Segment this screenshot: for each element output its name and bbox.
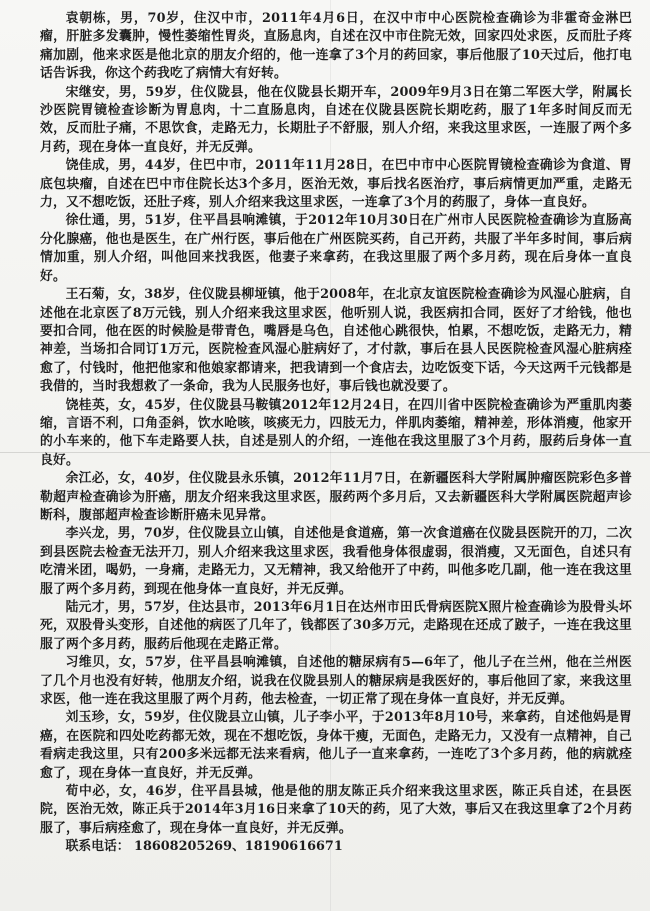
testimonial-paragraph: 饶佳成，男，44岁，住巴中市，2011年11月28日，在巴中市中心医院胃镜检查确诊为食道、胃底包块瘤，自述在巴中市住院长达3个多月，医治无效，事后找名医治疗，事后病情更加严重，走路无力，又不想吃饭，还肚子疼，别人介绍来我这里求医，一连拿了3个月的药服了，身体一直良好。 xyxy=(40,158,632,211)
testimonial-paragraph: 陆元才，男，57岁，住达县市，2013年6月1日在达州市田氏骨病医院X照片检查确诊为股骨头坏死，双股骨头变形，自述他的病医了几年了，钱都医了30多万元，走路现在还成了跛子，一连在我这里服了两个多月药，服药后他现在走路正常。 xyxy=(40,600,632,652)
testimonial-paragraph: 袁朝栋，男，70岁，住汉中市，2011年4月6日，在汉中市中心医院检查确诊为非霍奇金淋巴瘤，肝脏多发囊肿，慢性萎缩性胃炎，直肠息肉，自述在汉中市住院无效，回家四处求医，反而肚子疼痛加剧，他来求医是他北京的朋友介绍的，他一连拿了3个月的药回家，事后他服了10天过后，他打电话告诉我，你这个药我吃了病情大有好转。 xyxy=(40,11,632,82)
paper-fold-line xyxy=(0,452,650,453)
testimonial-paragraph: 宋继安，男，59岁，住仪陇县，他在仪陇县长期开车，2009年9月3日在第二军医大学，附属长沙医院胃镜检查诊断为胃息肉，十二直肠息肉，自述在仪陇县医院长期吃药，服了1年多时间反而无效，反而肚子痛，不思饮食，走路无力，长期肚子不舒服，别人介绍，来我这里求医，一连服了两个多月药，现在身体一直良好，并无反弹。 xyxy=(40,84,632,155)
paper-fold-line-vertical xyxy=(330,0,331,911)
contact-line xyxy=(40,838,632,856)
testimonial-paragraph: 荀中必，女，46岁，住平昌县城，他是他的朋友陈正兵介绍来我这里求医，陈正兵自述，在县医院，医治无效，陈正兵于2014年3月16日来拿了10天的药，见了大效，事后又在我这里拿了2个月药服了，事后病痊愈了，现在身体一直良好，并无反弹。 xyxy=(40,784,632,836)
testimonial-paragraph: 李兴龙，男，70岁，住仪陇县立山镇，自述他是食道癌，第一次食道癌在仪陇县医院开的刀，二次到县医院去检查无法开刀，别人介绍来我这里求医，我看他身体很虚弱，很消瘦，又无面色，自述只有吃清米团，喝奶，一身痛，走路无力，又无精神，我又给他开了中药，叫他多吃几副，他一连在我这里服了两个多月药，到现在他身体一直良好，并无反弹。 xyxy=(40,526,632,597)
testimonial-paragraph: 王石菊，女，38岁，住仪陇县柳垭镇，他于2008年，在北京友谊医院检查确诊为风湿心脏病，自述他在北京医了8万元钱，别人介绍来我这里求医，他听别人说，我医病扣合同，医好了才给钱，他也要扣合同，他在医的时候脸是带青色，嘴唇是乌色，自述他心跳很快，怕累，不想吃饭，走路无力，精神差，当场扣合同订1万元，医院检查风湿心脏病好了，才付款，事后在县人民医院检查风湿心脏病痊愈了，付钱时，他把他家和他娘家都请来，把我请到一个食店去，边吃饭变下话，今天这两千元钱都是我借的，当时我想救了一条命，我为人民服务也好，事后钱也就没要了。 xyxy=(40,287,632,395)
testimonial-paragraph: 刘玉珍，女，59岁，住仪陇县立山镇，儿子李小平，于2013年8月10号，来拿药，自述他妈是胃癌，在医院和四处吃药都无效，现在不想吃饭，身体干瘦，无面色，走路无力，又没有一点精神，自己看病走我这里，只有200多米远都无法来看病，他儿子一直来拿药，一连吃了3个多月药，他的病就痊愈了，现在身体一直良好，并无反弹。 xyxy=(40,710,632,781)
testimonial-paragraph: 习维贝，女，57岁，住平昌县响滩镇，自述他的糖尿病有5—6年了，他儿子在兰州，他在兰州医了几个月也没有好转，他朋友介绍，说我在仪陇县别人的糖尿病是我医好的，事后他回了家，来我这里求医，他一连在我这里服了两个月药，他去检查，一切正常了现在身体一直良好，并无反弹。 xyxy=(40,655,632,708)
testimonial-paragraph: 余江必，女，40岁，住仪陇县永乐镇，2012年11月7日，在新疆医科大学附属肿瘤医院彩色多普勒超声检查确诊为肝癌，朋友介绍来我这里求医，服药两个多月后，又去新疆医科大学附属医院超声诊断科，腹部超声检查诊断肝癌未见异常。 xyxy=(40,471,632,523)
testimonial-paragraph: 饶桂英，女，45岁，住仪陇县马鞍镇2012年12月24日，在四川省中医院检查确诊为严重肌肉萎缩，言语不利，口角歪斜，饮水呛咳，咳痰无力，四肢无力，伴肌肉萎缩，精神差，形体消瘦，他家开的小车来的，他下车走路要人扶，自述是别人的介绍，一连他在我这里服了3个月药，服药后身体一直良好。 xyxy=(40,397,632,468)
contact-label: 联系电话： xyxy=(65,839,130,855)
contact-phones: 18608205269、18190616671 xyxy=(134,839,343,855)
testimonial-paragraph: 徐仕通，男，51岁，住平昌县响滩镇，于2012年10月30日在广州市人民医院检查确诊为直肠高分化腺癌，他也是医生，在广州行医，事后他在广州医院买药，自己开药，共服了半年多时间，事后病情加重，别人介绍，叫他回来找我医，他妻子来拿药，在我这里服了两个多月药，现在后身体一直良好。 xyxy=(40,213,632,284)
